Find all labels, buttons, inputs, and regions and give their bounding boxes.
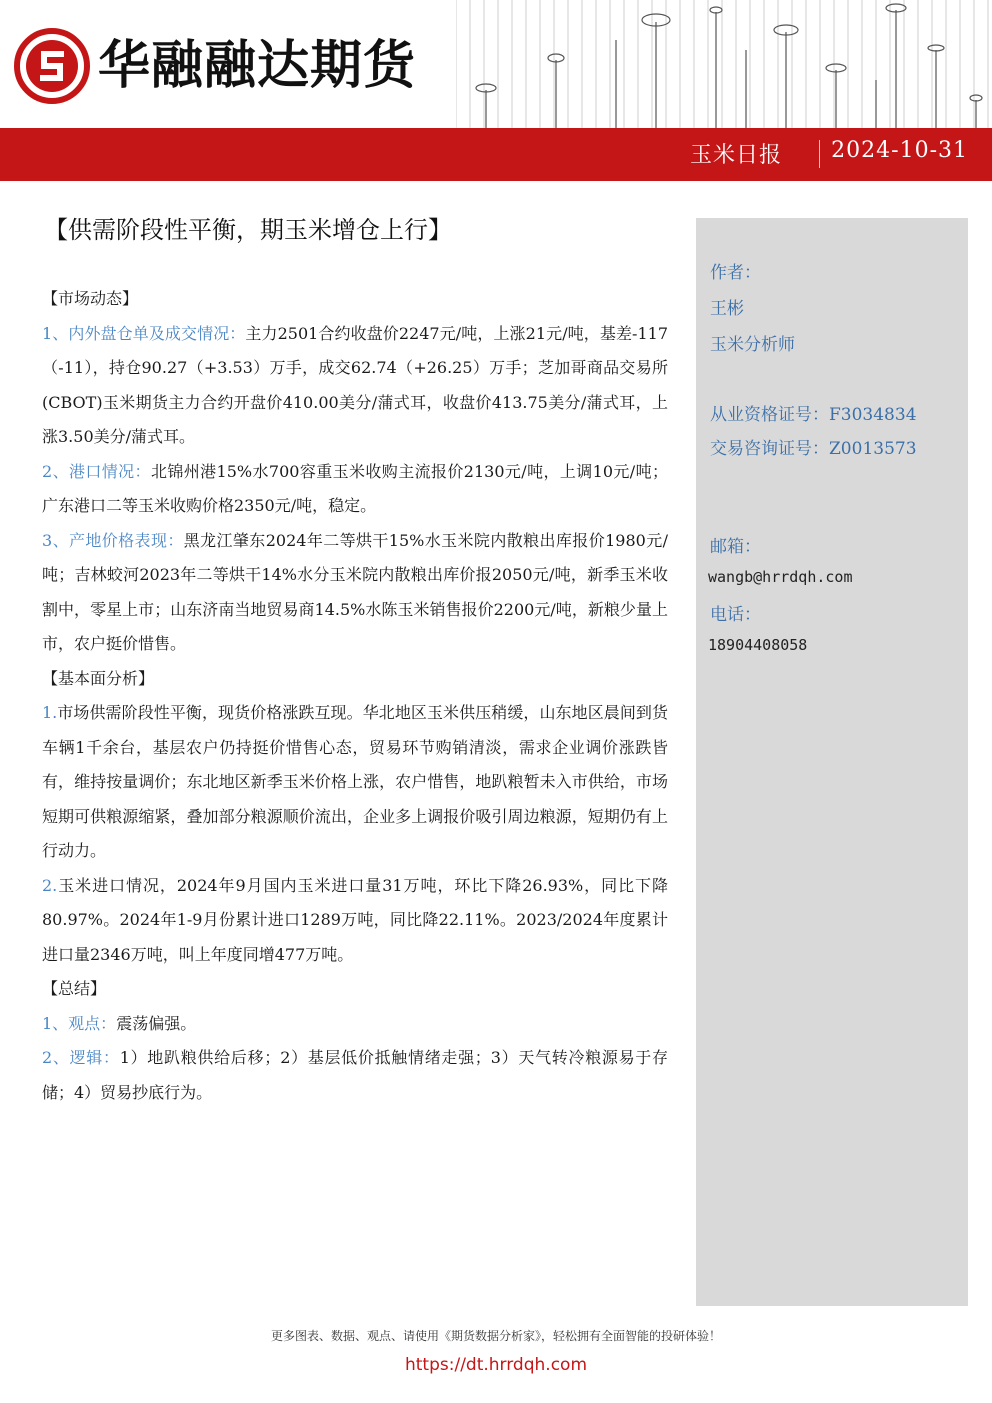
- summary-item-2: [42, 1041, 668, 1110]
- summary-item-label: 1、观点：: [42, 1013, 117, 1033]
- summary-item-text: 1）地趴粮供给后移；2）基层低价抵触情绪走强；3）天气转冷粮源易于存储；4）贸易抄底行为。: [42, 1048, 668, 1102]
- section-heading-summary: 【总结】: [42, 979, 107, 998]
- company-name: 华融融达期货: [98, 36, 417, 96]
- email-label: 邮箱：: [710, 537, 761, 557]
- qualification-cert: 从业资格证号：F3034834: [710, 405, 917, 425]
- fundamental-item-label: 2.: [42, 875, 58, 895]
- author-name: 王彬: [710, 299, 744, 319]
- phone-label: 电话：: [710, 605, 761, 625]
- section-heading-market: 【市场动态】: [42, 289, 139, 308]
- footer-url-link[interactable]: https://dt.hrrdqh.com: [404, 1355, 588, 1375]
- market-item-label: 2、港口情况：: [42, 461, 151, 481]
- summary-item-text: 震荡偏强。: [116, 1013, 197, 1033]
- company-logo-icon: [14, 28, 90, 104]
- header-divider: [819, 140, 820, 168]
- fundamental-item-1: [42, 696, 668, 869]
- email-value[interactable]: wangb@hrrdqh.com: [708, 568, 853, 586]
- market-item-3: [42, 524, 668, 662]
- main-content: [42, 282, 668, 1110]
- market-item-text: 黑龙江肇东2024年二等烘干15%水玉米院内散粮出库报价1980元/吨；吉林蛟河2023年二等烘干14%水分玉米院内散粮出库价报2050元/吨，新季玉米收割中，零星上市；山东济南当地贸易商14.5%水陈玉米销售报价2200元/吨，新粮少量上市，农户挺价惜售。: [42, 530, 668, 653]
- fundamental-item-2: [42, 869, 668, 973]
- market-item-label: 1、内外盘仓单及成交情况：: [42, 323, 246, 343]
- report-title: 【供需阶段性平衡，期玉米增仓上行】: [44, 216, 452, 244]
- report-header-bar: [0, 128, 992, 181]
- header-decoration: [456, 0, 992, 130]
- fundamental-item-label: 1.: [42, 703, 58, 722]
- author-label: 作者：: [710, 263, 761, 283]
- section-heading-fundamentals: 【基本面分析】: [42, 668, 155, 688]
- market-item-text: 北锦州港15%水700容重玉米收购主流报价2130元/吨，上调10元/吨；广东港口二等玉米收购价格2350元/吨，稳定。: [42, 461, 668, 515]
- phone-value: 18904408058: [708, 636, 808, 654]
- market-item-1: [42, 317, 668, 455]
- market-item-2: [42, 455, 668, 524]
- fundamental-item-text: 市场供需阶段性平衡，现货价格涨跌互现。华北地区玉米供压稍缓，山东地区晨间到货车辆1千余台，基层农户仍持挺价惜售心态，贸易环节购销清淡，需求企业调价涨跌皆有，维持按量调价；东北地区新季玉米价格上涨，农户惜售，地趴粮暂未入市供给，市场短期可供粮源缩紧，叠加部分粮源顺价流出，企业多上调报价吸引周边粮源，短期仍有上行动力。: [42, 703, 668, 860]
- report-name: 玉米日报: [689, 143, 782, 168]
- footer-promo: 更多图表、数据、观点、请使用《期货数据分析家》，轻松拥有全面智能的投研体验！: [270, 1329, 721, 1343]
- market-item-text: 主力2501合约收盘价2247元/吨，上涨21元/吨，基差-117（-11），持仓90.27（+3.53）万手，成交62.74（+26.25）万手；芝加哥商品交易所(CBOT)玉米期货主力合约开盘价410.00美分/蒲式耳，收盘价413.75美分/蒲式耳，上涨3.50美分/蒲式耳。: [42, 323, 668, 446]
- fundamental-item-text: 玉米进口情况，2024年9月国内玉米进口量31万吨，环比下降26.93%，同比下降80.97%。2024年1-9月份累计进口1289万吨，同比降22.11%。2023/2024年度累计进口量2346万吨，叫上年度同增477万吨。: [42, 875, 668, 964]
- market-item-label: 3、产地价格表现：: [42, 530, 184, 550]
- report-date: 2024-10-31: [831, 138, 968, 163]
- consult-cert: 交易咨询证号：Z0013573: [710, 439, 917, 459]
- summary-item-1: [42, 1007, 668, 1042]
- author-title: 玉米分析师: [710, 335, 795, 355]
- author-sidebar: [696, 218, 968, 1306]
- summary-item-label: 2、逻辑：: [42, 1048, 120, 1067]
